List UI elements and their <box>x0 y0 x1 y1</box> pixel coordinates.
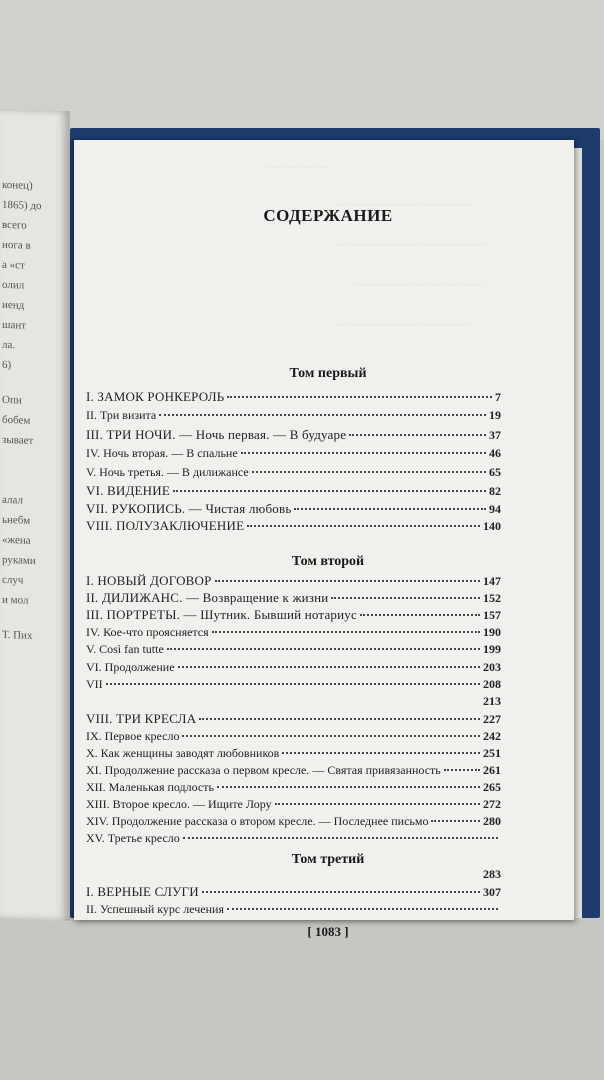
toc-entry-page: 242 <box>483 729 501 743</box>
toc-entry-page: 208 <box>483 677 501 691</box>
toc-entry[interactable] <box>86 746 501 763</box>
dot-leader <box>252 471 486 473</box>
toc-entry-title: II. Успешный курс лечения <box>86 902 224 916</box>
page-title: СОДЕРЖАНИЕ <box>263 206 393 225</box>
left-page-text-fragment: и мол <box>2 593 29 607</box>
toc-entry[interactable] <box>86 625 501 642</box>
left-page-text-fragment: Опи <box>2 393 22 407</box>
toc-entry[interactable] <box>86 427 501 444</box>
dot-leader <box>431 820 480 822</box>
toc-entry-title: IV. Кое-что проясняется <box>86 625 209 639</box>
show-through-text: ~~~~~~~~~~~~~~~~~~~~~~~~~~ <box>334 200 475 211</box>
toc-entry-page: 283 <box>483 867 501 881</box>
toc-entry[interactable] <box>86 607 501 624</box>
dot-leader <box>159 414 486 416</box>
toc-entry-page: 190 <box>483 625 501 639</box>
toc-entry-title: XI. Продолжение рассказа о первом кресле. — Святая привязанность <box>86 763 441 777</box>
toc-entry-title: IX. Первое кресло <box>86 729 180 743</box>
left-page-text-fragment: шант <box>2 318 27 332</box>
left-page-text-fragment: 1865) до <box>2 198 42 213</box>
toc-page <box>74 140 574 939</box>
toc-entry[interactable] <box>86 408 501 425</box>
toc-entry[interactable] <box>86 729 501 746</box>
show-through-text: ~~~~~~~~~~~~ <box>264 162 329 173</box>
toc-entry[interactable] <box>86 711 501 728</box>
toc-entry[interactable] <box>86 518 501 535</box>
toc-entry-page: 82 <box>489 484 501 498</box>
toc-entry-page: 213 <box>483 694 501 708</box>
toc-entry[interactable] <box>86 831 501 848</box>
toc-entry-title: II. ДИЛИЖАНС. — Возвращение к жизни <box>86 590 329 605</box>
toc-entry-page: 19 <box>489 408 501 422</box>
toc-entry[interactable] <box>86 797 501 814</box>
toc-entry-title: VIII. ТРИ КРЕСЛА <box>86 711 197 726</box>
toc-entry[interactable] <box>86 642 501 659</box>
toc-entry-title: XIII. Второе кресло. — Ищите Лору <box>86 797 272 811</box>
toc-entry-title: VIII. ПОЛУЗАКЛЮЧЕНИЕ <box>86 518 245 533</box>
toc-entry[interactable] <box>86 814 501 831</box>
toc-entry-page: 227 <box>483 712 501 726</box>
toc-entry-title: I. НОВЫЙ ДОГОВОР <box>86 573 212 588</box>
toc-entry[interactable] <box>86 763 501 780</box>
left-page-text-fragment: всего <box>2 218 27 232</box>
toc-entry-page: 307 <box>483 885 501 899</box>
left-page-text-fragment: Т. Пих <box>2 628 33 642</box>
dot-leader <box>227 396 492 398</box>
toc-entry-page: 199 <box>483 642 501 656</box>
toc-entry-page: 261 <box>483 763 501 777</box>
dot-leader <box>275 803 480 805</box>
toc-entry[interactable] <box>86 677 501 694</box>
dot-leader <box>182 735 480 737</box>
left-page-text-fragment: олил <box>2 278 25 292</box>
dot-leader <box>247 525 480 527</box>
page-number: [ 1083 ] <box>307 924 349 939</box>
volume-heading: Том третий <box>291 852 365 867</box>
left-page-text-fragment: а «ст <box>2 258 25 272</box>
toc-entry-page: 251 <box>483 746 501 760</box>
dot-leader <box>199 718 480 720</box>
dot-leader <box>202 891 480 893</box>
left-page-text-fragment: «жена <box>2 533 31 547</box>
dot-leader <box>178 666 480 668</box>
toc-entry[interactable] <box>86 884 501 901</box>
toc-entry[interactable] <box>86 694 501 711</box>
toc-entry-page: 94 <box>489 502 501 516</box>
left-page-text-fragment: алал <box>2 493 23 507</box>
toc-entry[interactable] <box>86 590 501 607</box>
toc-entry-page: 203 <box>483 660 501 674</box>
dot-leader <box>360 614 480 616</box>
toc-entry-title: III. ПОРТРЕТЫ. — Шутник. Бывший нотариус <box>86 607 357 622</box>
dot-leader <box>294 508 486 510</box>
dot-leader <box>444 769 480 771</box>
dot-leader <box>349 434 486 436</box>
toc-entry-title: VI. ВИДЕНИЕ <box>86 483 171 498</box>
toc-entry-title: III. ТРИ НОЧИ. — Ночь первая. — В будуаре <box>86 427 347 442</box>
toc-entry-title: XIV. Продолжение рассказа о втором кресле. — Последнее письмо <box>86 814 429 828</box>
toc-entry-page: 140 <box>483 519 501 533</box>
dot-leader <box>215 580 480 582</box>
volume-heading: Том первый <box>289 366 367 381</box>
toc-entry-page: 46 <box>489 446 501 460</box>
left-page-text-fragment: ьнебм <box>2 513 31 527</box>
left-page-text-fragment: конец) <box>2 178 33 192</box>
toc-entry[interactable] <box>86 446 501 463</box>
toc-entry-page: 265 <box>483 780 501 794</box>
show-through-text: ~~~~~~~~~~~~~~~~~~~~~~~~ <box>354 280 484 291</box>
dot-leader <box>183 837 498 839</box>
dot-leader <box>217 786 480 788</box>
toc-entry[interactable] <box>86 902 501 919</box>
toc-entry-title: VII. РУКОПИСЬ. — Чистая любовь <box>86 501 292 516</box>
dot-leader <box>241 452 486 454</box>
toc-entry-title: X. Как женщины заводят любовников <box>86 746 280 760</box>
left-page <box>0 109 70 921</box>
show-through-text: ~~~~~~~~~~~~~~~~~~~~~~~~~ <box>334 320 470 331</box>
toc-entry-page: 7 <box>495 390 501 404</box>
toc-entry[interactable] <box>86 465 501 482</box>
toc-entry-title: XV. Третье кресло <box>86 831 180 845</box>
show-through-text: ~~~~~~~~~~~~~~~~~~~~~~~~~~~~ <box>334 240 486 251</box>
left-page-text-fragment: руками <box>2 553 36 568</box>
toc-entry-page: 65 <box>489 465 501 479</box>
volume-heading: Том второй <box>291 554 365 569</box>
dot-leader <box>227 908 498 910</box>
toc-entry[interactable] <box>86 483 501 500</box>
toc-entry-page: 147 <box>483 574 501 588</box>
toc-entry-title: VI. Продолжение <box>86 660 175 674</box>
toc-entry[interactable] <box>86 389 501 406</box>
left-page-text-fragment: 6) <box>2 358 12 372</box>
left-page-text-fragment: зывает <box>2 433 34 447</box>
toc-entry-title: V. Ночь третья. — В дилижансе <box>86 465 249 479</box>
toc-entry-title: V. Così fan tutte <box>86 642 164 656</box>
left-page-text-fragment: иенд <box>2 298 25 312</box>
dot-leader <box>173 490 486 492</box>
toc-entry-page: 157 <box>483 608 501 622</box>
toc-entry[interactable] <box>86 573 501 590</box>
toc-entry-page: 272 <box>483 797 501 811</box>
dot-leader <box>106 683 480 685</box>
toc-entry-title: II. Три визита <box>86 408 157 422</box>
left-page-text-fragment: нога в <box>2 238 31 252</box>
toc-entry-title: XII. Маленькая подлость <box>86 780 214 794</box>
toc-entry[interactable] <box>86 867 501 884</box>
toc-entry-page: 152 <box>483 591 501 605</box>
toc-entry-title: VII <box>86 677 103 691</box>
toc-entry-title: I. ВЕРНЫЕ СЛУГИ <box>86 884 199 899</box>
dot-leader <box>212 631 480 633</box>
toc-entry-page: 280 <box>483 814 501 828</box>
toc-entry[interactable] <box>86 660 501 677</box>
toc-entry[interactable] <box>86 780 501 797</box>
dot-leader <box>167 648 480 650</box>
background-top <box>0 0 604 140</box>
left-page-text-fragment: бобем <box>2 413 31 427</box>
left-page-text-fragment: ла. <box>2 338 16 352</box>
dot-leader <box>331 597 480 599</box>
dot-leader <box>282 752 480 754</box>
toc-entry-page: 37 <box>489 428 501 442</box>
left-page-text-fragment: случ <box>2 573 24 587</box>
toc-entry-title: IV. Ночь вторая. — В спальне <box>86 446 238 460</box>
background-bottom <box>0 920 604 1080</box>
toc-entry-title: I. ЗАМОК РОНКЕРОЛЬ <box>86 389 225 404</box>
toc-entry[interactable] <box>86 501 501 518</box>
